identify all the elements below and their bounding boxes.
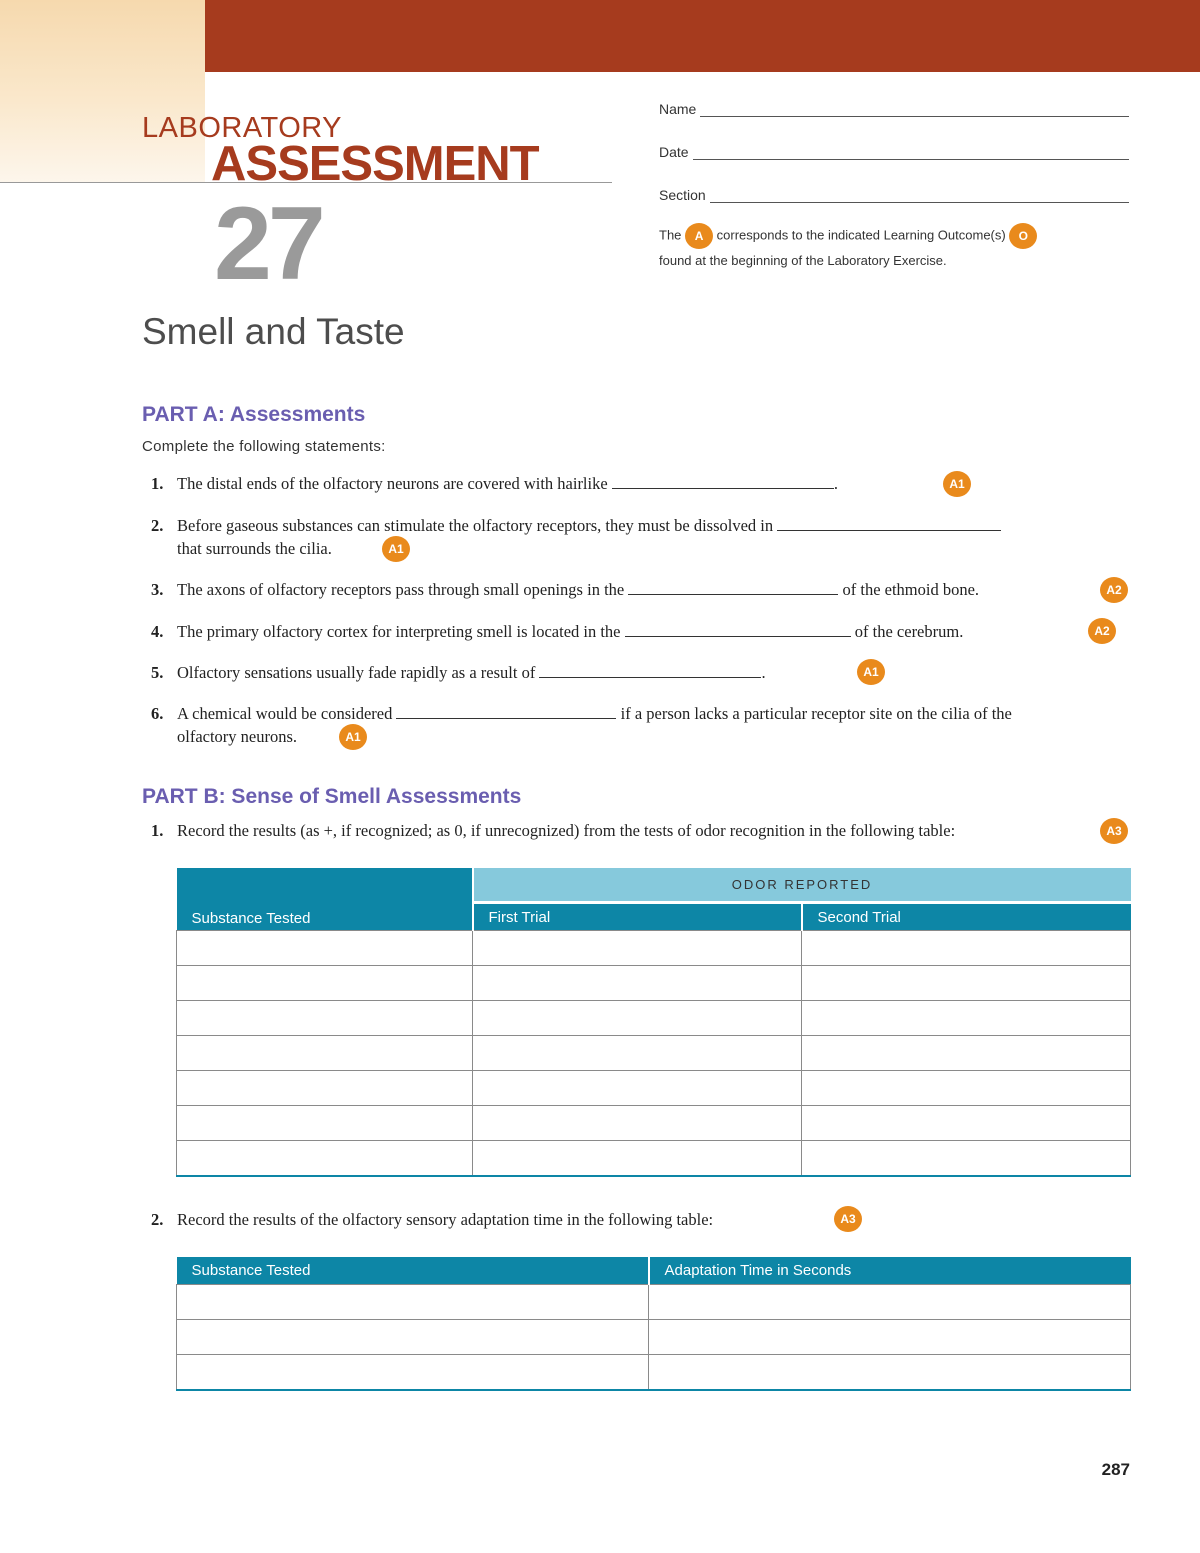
question-text-after: . [761, 663, 766, 682]
question-text-after: . [833, 474, 838, 493]
date-line[interactable] [693, 145, 1129, 160]
outcome-badge: A3 [834, 1206, 862, 1232]
question-text: The primary olfactory cortex for interpreting smell is located in the [177, 622, 621, 641]
answer-blank[interactable] [396, 703, 616, 719]
legend-badge-o: O [1009, 223, 1037, 249]
table-cell[interactable] [802, 1106, 1131, 1141]
table-cell[interactable] [177, 1001, 473, 1036]
table-row [177, 931, 1131, 966]
adaptation-time-table [176, 1257, 1131, 1391]
table-cell[interactable] [649, 1285, 1131, 1320]
legend-note [659, 223, 1037, 273]
outcome-badge: A1 [382, 536, 410, 562]
question-text: Record the results (as +, if recognized; as 0, if unrecognized) from the tests of odor recognition in the following table: [177, 821, 956, 840]
assessment-label: ASSESSMENT [211, 137, 539, 191]
table-cell[interactable] [177, 1355, 649, 1391]
table-row [177, 1036, 1131, 1071]
question-text: Record the results of the olfactory sensory adaptation time in the following table: [177, 1210, 714, 1229]
question-text: Olfactory sensations usually fade rapidly as a result of [177, 663, 536, 682]
table-cell[interactable] [177, 1320, 649, 1355]
table-cell[interactable] [177, 1106, 473, 1141]
question-text: Before gaseous substances can stimulate the olfactory receptors, they must be dissolved in [177, 516, 774, 535]
col-header-adaptation-time: Adaptation Time in Seconds [649, 1257, 1131, 1285]
section-line[interactable] [710, 188, 1129, 203]
assessment-number: 27 [214, 186, 322, 302]
date-label: Date [659, 144, 689, 160]
question-text-line2: olfactory neurons. [177, 727, 298, 746]
question-text-after: if a person lacks a particular receptor site on the cilia of the [620, 704, 1012, 723]
question-number: 3. [151, 580, 164, 599]
name-field[interactable] [659, 97, 1129, 117]
table-row [177, 1285, 1131, 1320]
table-cell[interactable] [177, 1285, 649, 1320]
table-row [177, 1106, 1131, 1141]
table-row [177, 966, 1131, 1001]
table-cell[interactable] [802, 966, 1131, 1001]
table-cell[interactable] [177, 1141, 473, 1177]
question-number: 4. [151, 622, 164, 641]
answer-blank[interactable] [777, 515, 1001, 531]
col-header-first-trial: First Trial [473, 903, 802, 931]
question-text: The axons of olfactory receptors pass through small openings in the [177, 580, 625, 599]
name-line[interactable] [700, 102, 1129, 117]
legend-text-2: corresponds to the indicated Learning Outcome(s) [716, 227, 1006, 243]
table-cell[interactable] [473, 1106, 802, 1141]
question-text: A chemical would be considered [177, 704, 393, 723]
question-number: 1. [151, 821, 164, 840]
table-cell[interactable] [473, 931, 802, 966]
outcome-badge: A1 [943, 471, 971, 497]
question-number: 2. [151, 516, 164, 535]
outcome-badge: A2 [1088, 618, 1116, 644]
question-number: 6. [151, 704, 164, 723]
laboratory-label: LABORATORY [142, 112, 343, 144]
answer-blank[interactable] [539, 662, 761, 678]
table-cell[interactable] [649, 1320, 1131, 1355]
page-title: Smell and Taste [142, 311, 405, 352]
part-a-heading: PART A: Assessments [142, 403, 366, 426]
table-cell[interactable] [473, 1001, 802, 1036]
date-field[interactable] [659, 140, 1129, 160]
outcome-badge: A1 [339, 724, 367, 750]
table-row [177, 1001, 1131, 1036]
table-cell[interactable] [473, 1071, 802, 1106]
question-text-after: of the cerebrum. [854, 622, 964, 641]
odor-recognition-table [176, 868, 1131, 1177]
outcome-badge: A2 [1100, 577, 1128, 603]
table-cell[interactable] [473, 1036, 802, 1071]
question-text-after: that surrounds the cilia. [177, 539, 332, 558]
table-cell[interactable] [177, 1036, 473, 1071]
table-row [177, 1071, 1131, 1106]
section-field[interactable] [659, 183, 1129, 203]
table-cell[interactable] [802, 1141, 1131, 1177]
name-label: Name [659, 101, 697, 117]
col-header-substance: Substance Tested [177, 1257, 649, 1285]
header-red-band [205, 0, 1200, 72]
table-row [177, 1141, 1131, 1177]
table-row [177, 1355, 1131, 1391]
outcome-badge: A3 [1100, 818, 1128, 844]
header-gradient-block [0, 0, 205, 183]
page-number: 287 [1101, 1460, 1130, 1479]
col-header-second-trial: Second Trial [802, 903, 1131, 931]
question-number: 1. [151, 474, 164, 493]
table-cell[interactable] [177, 966, 473, 1001]
col-group-header: ODOR REPORTED [473, 868, 1131, 903]
question-text-after: of the ethmoid bone. [842, 580, 980, 599]
table-cell[interactable] [802, 1036, 1131, 1071]
table-row [177, 1320, 1131, 1355]
table-cell[interactable] [473, 1141, 802, 1177]
answer-blank[interactable] [612, 473, 834, 489]
table-cell[interactable] [802, 1001, 1131, 1036]
answer-blank[interactable] [628, 579, 838, 595]
legend-badge-a: A [685, 223, 713, 249]
table-cell[interactable] [802, 931, 1131, 966]
table-cell[interactable] [177, 1071, 473, 1106]
legend-text-1: The [659, 227, 682, 243]
outcome-badge: A1 [857, 659, 885, 685]
answer-blank[interactable] [625, 621, 851, 637]
part-b-heading: PART B: Sense of Smell Assessments [142, 785, 522, 808]
question-text: The distal ends of the olfactory neurons are covered with hairlike [177, 474, 608, 493]
section-label: Section [659, 187, 706, 203]
part-a-intro: Complete the following statements: [142, 438, 386, 455]
table-cell[interactable] [473, 966, 802, 1001]
question-number: 5. [151, 663, 164, 682]
col-header-substance: Substance Tested [177, 868, 473, 931]
table-cell[interactable] [802, 1071, 1131, 1106]
table-cell[interactable] [177, 931, 473, 966]
legend-text-3: found at the beginning of the Laboratory Exercise. [659, 253, 947, 268]
question-number: 2. [151, 1210, 164, 1229]
table-cell[interactable] [649, 1355, 1131, 1391]
